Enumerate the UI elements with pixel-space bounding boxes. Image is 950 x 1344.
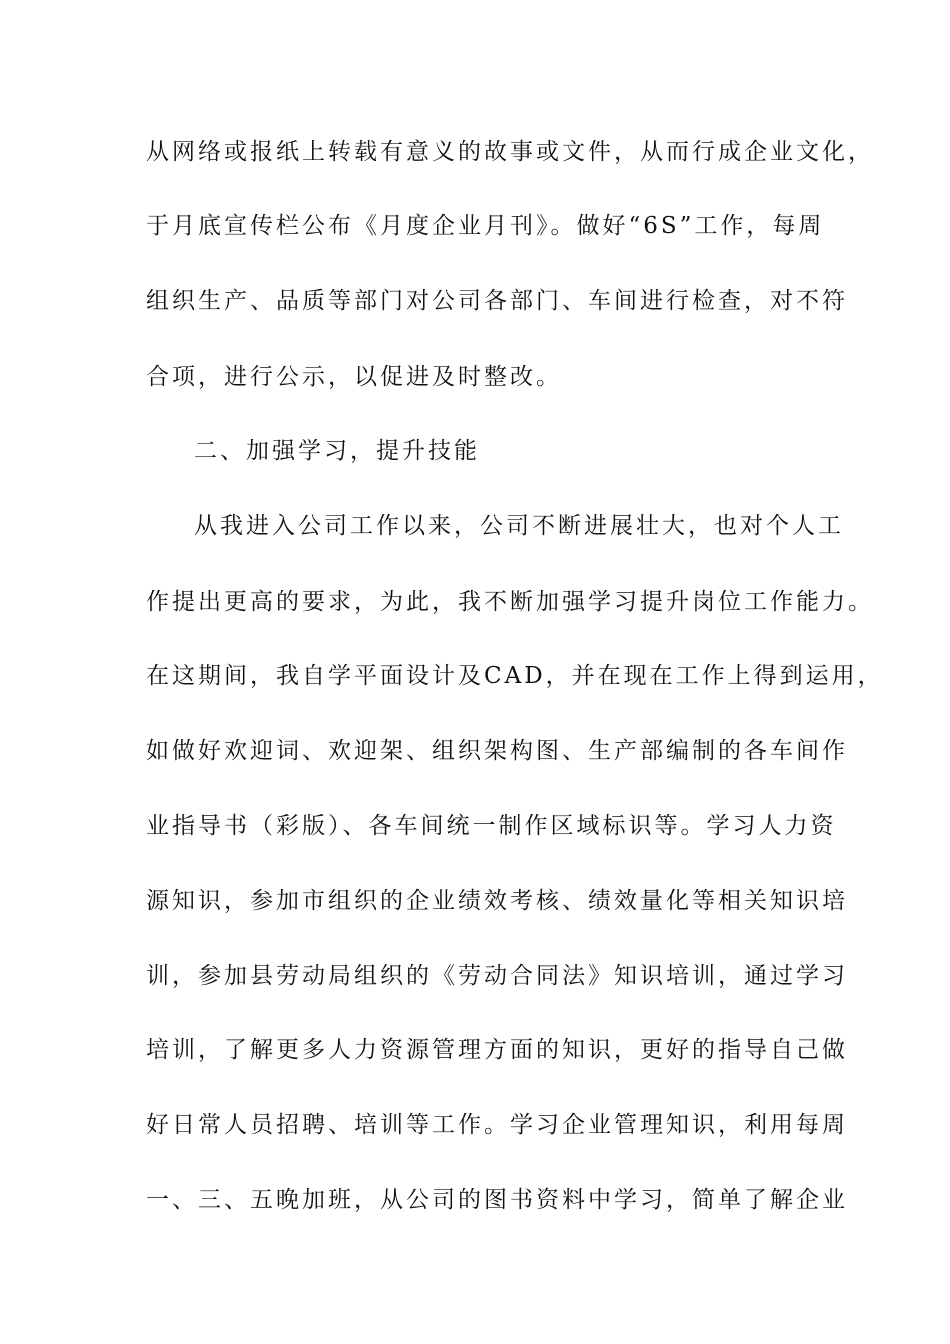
text-line: 组织生产、品质等部门对公司各部门、车间进行检查，对不符 bbox=[146, 288, 848, 314]
section-heading: 二、加强学习，提升技能 bbox=[194, 438, 480, 464]
text-line: 如做好欢迎词、欢迎架、组织架构图、生产部编制的各车间作 bbox=[146, 738, 848, 764]
text-line: 从网络或报纸上转载有意义的故事或文件，从而行成企业文化， bbox=[146, 139, 874, 165]
text-line: 源知识，参加市组织的企业绩效考核、绩效量化等相关知识培 bbox=[146, 888, 848, 914]
text-line: 好日常人员招聘、培训等工作。学习企业管理知识，利用每周 bbox=[146, 1112, 848, 1138]
text-line: 于月底宣传栏公布《月度企业月刊》。做好“6S”工作，每周 bbox=[146, 213, 825, 239]
text-line: 一、三、五晚加班，从公司的图书资料中学习，简单了解企业 bbox=[146, 1187, 848, 1213]
text-line: 作提出更高的要求，为此，我不断加强学习提升岗位工作能力。 bbox=[146, 589, 874, 615]
text-line: 培训，了解更多人力资源管理方面的知识，更好的指导自己做 bbox=[146, 1037, 848, 1063]
paragraph-first-line: 从我进入公司工作以来，公司不断进展壮大，也对个人工 bbox=[194, 513, 844, 539]
text-line: 业指导书（彩版）、各车间统一制作区域标识等。学习人力资 bbox=[146, 813, 837, 839]
text-line: 合项，进行公示，以促进及时整改。 bbox=[146, 364, 562, 390]
text-line: 训，参加县劳动局组织的《劳动合同法》知识培训，通过学习 bbox=[146, 963, 848, 989]
text-line: 在这期间，我自学平面设计及CAD，并在现在工作上得到运用， bbox=[146, 663, 884, 689]
